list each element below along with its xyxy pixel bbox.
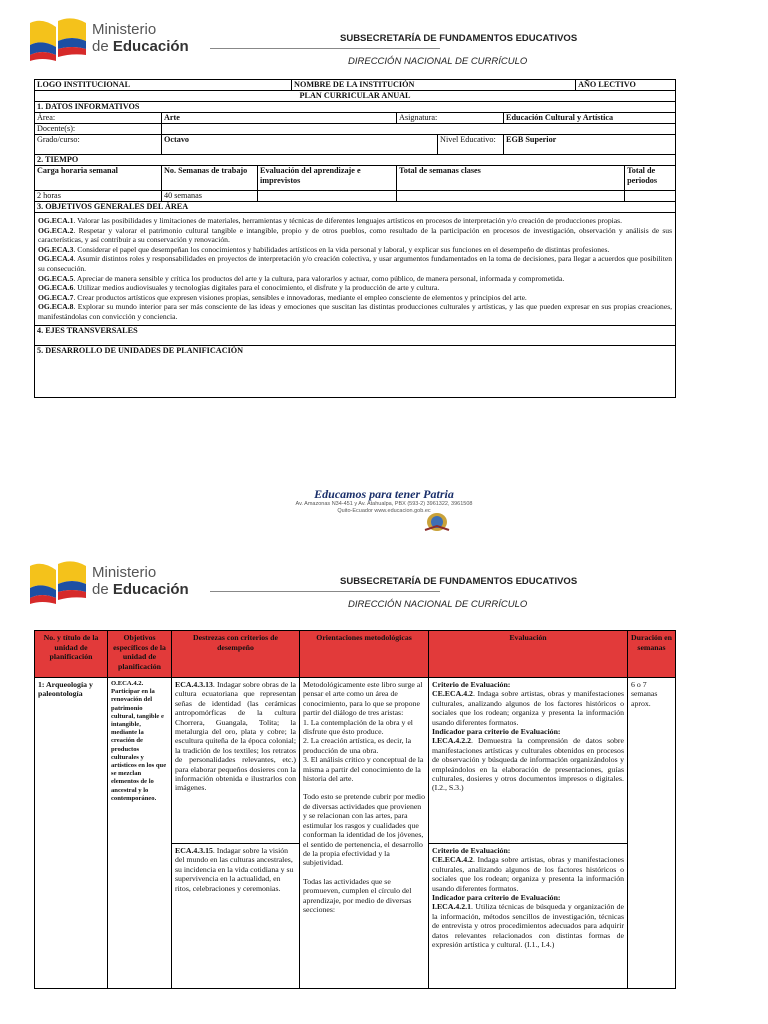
- tiempo-header-semanas: No. Semanas de trabajo: [162, 166, 258, 191]
- destreza-2: ECA.4.3.15. Indagar sobre la visión del mundo en las culturas ancestrales, su incidencia en la vida cotidiana y su supervivencia en la actualidad, en ritos, celebraciones y ceremonias.: [172, 844, 300, 989]
- logo-text-ministerio: Ministerio: [92, 21, 157, 38]
- header-divider: [210, 48, 440, 49]
- tiempo-header-carga: Carga horaria semanal: [35, 166, 162, 191]
- subsecretaria-title: SUBSECRETARÍA DE FUNDAMENTOS EDUCATIVOS: [340, 33, 578, 44]
- tiempo-value-carga: 2 horas: [35, 191, 162, 202]
- grado-value: Octavo: [162, 135, 438, 155]
- grado-label: Grado/curso:: [35, 135, 162, 155]
- objetivo-item: OG.ECA.1. Valorar las posibilidades y limitaciones de materiales, herramientas y técnicas de diferentes lenguajes artísticos en procesos de interpretación y/o creación de producciones propias.: [38, 216, 622, 225]
- ecuador-flag-logo-icon: [28, 560, 88, 606]
- objetivo-item: OG.ECA.3. Considerar el papel que desempeñan los conocimientos y habilidades artísticos en la vida personal y laboral, y explicar sus funciones en el desempeño de distintas profesiones.: [38, 244, 610, 254]
- header-orientaciones: Orientaciones metodológicas: [300, 631, 429, 678]
- objetivo-item: OG.ECA.4. Asumir distintos roles y responsabilidades en proyectos de interpretación y/o creación colectiva, y usar argumentos fundamentados en la toma de decisiones, para llegar a acuerdos que posibiliten su consecución.: [38, 254, 673, 273]
- footer-address: Av. Amazonas N34-451 y Av. Atahualpa, PBX (593-2) 3961322, 3961508 Quito-Ecuador www.educacion.gob.ec: [295, 501, 473, 514]
- area-label: Área:: [35, 113, 162, 124]
- datos-informativos-heading: 1. DATOS INFORMATIVOS: [35, 102, 676, 113]
- objetivo-item: OG.ECA.6. Utilizar medios audiovisuales y tecnologías digitales para el conocimiento, el disfrute y la producción de arte y cultura.: [38, 283, 440, 293]
- objetivos-heading: 3. OBJETIVOS GENERALES DEL ÁREA: [35, 202, 676, 213]
- direccion-title: DIRECCIÓN NACIONAL DE CURRÍCULO: [348, 56, 528, 67]
- tiempo-value-total-periodos: [625, 191, 676, 202]
- tiempo-header-evaluacion: Evaluación del aprendizaje e imprevistos: [258, 166, 397, 191]
- unit-duracion: 6 o 7 semanas aprox.: [628, 678, 676, 989]
- tiempo-value-evaluacion: [258, 191, 397, 202]
- objetivo-item: OG.ECA.7. Crear productos artísticos que expresen visiones propias, sensibles e innovadoras, mediante el empleo consciente de elementos y principios del arte.: [38, 292, 527, 302]
- direccion-title: DIRECCIÓN NACIONAL DE CURRÍCULO: [348, 599, 528, 610]
- plan-title: PLAN CURRICULAR ANUAL: [35, 91, 676, 102]
- tiempo-value-semanas: 40 semanas: [162, 191, 258, 202]
- header-divider: [210, 591, 440, 592]
- ministerio-logo: [28, 560, 198, 606]
- header-destrezas: Destrezas con criterios de desempeño: [172, 631, 300, 678]
- unidades-table: [34, 630, 676, 989]
- unit-objetivo: O.ECA.4.2. Participar en la renovación del patrimonio cultural, tangible e intangible, mediante la creación de productos culturales y artísticos en los que se mezclan elementos de lo ancestral y lo contemporáneo.: [108, 678, 172, 989]
- objetivo-item: OG.ECA.8. Explorar su mundo interior para ser más consciente de las ideas y emociones que suscitan las distintas producciones culturales y artísticas, y las que pueden expresar en sus propias creaciones, manifestándolas con convicción y conciencia.: [38, 302, 673, 321]
- orientaciones-metodologicas: Metodológicamente este libro surge al pensar el arte como un área de conocimiento, para lo que se propone partir del diálogo de tres aristas: 1. La contemplación de la obra y el disfrute que ésto produce. 2. La creación artística, es decir, la producción de una obra. 3. El análisis crítico y conceptual de la misma a partir del conocimiento de la historia del arte. Todo esto se pretende cubrir por medio de diversas actividades que provienen y se relacionan con las artes, para estimular los rasgos y cualidades que conforman la identidad de los jóvenes, el sentido de pertenencia, el desarrollo de la propia efectividad y la subjetividad. Todas las actividades que se promueven, cumplen el círculo del aprendizaje, por medio de diversas secciones:: [300, 678, 429, 989]
- evaluacion-1: Criterio de Evaluación: CE.ECA.4.2. Indaga sobre artistas, obras y manifestaciones culturales, analizando algunos de los factores históricos o sociales que los rodean; organiza y presenta la información usando diferentes formatos. Indicador para criterio de Evaluación: I.ECA.4.2.2. Demuestra la comprensión de datos sobre manifestaciones artísticas y culturales obtenidos en procesos de observación y búsqueda de información organizándolos y empleándolos en la elaboración de presentaciones, guías culturales, dosieres y otros documentos impresos o digitales. (I.2., S.3.): [429, 678, 628, 844]
- plan-curricular-table: [34, 79, 676, 398]
- header-objetivos: Objetivos específicos de la unidad de planificación: [108, 631, 172, 678]
- logo-text-ministerio: Ministerio: [92, 564, 157, 581]
- destreza-1: ECA.4.3.13. Indagar sobre obras de la cultura ecuatoriana que representan señas de identidad (las cerámicas antropomórficas de la cultura Chorrera, Guangala, Tolita; la metalurgia del oro, plata y cobre; la escultura quiteña de la época colonial; la tradición de los textiles; los retratos de personalidades relevantes, etc.) para elaborar pequeños dosieres con la información obtenida e ilustrarlos con imágenes.: [172, 678, 300, 844]
- unit-title: 1: Arqueología y paleontología: [35, 678, 108, 989]
- nivel-label: Nivel Educativo:: [438, 135, 504, 155]
- ministerio-logo: [28, 17, 198, 63]
- desarrollo-heading: 5. DESARROLLO DE UNIDADES DE PLANIFICACIÓN: [35, 345, 676, 397]
- subsecretaria-title: SUBSECRETARÍA DE FUNDAMENTOS EDUCATIVOS: [340, 576, 578, 587]
- tiempo-header-total-periodos: Total de periodos: [625, 166, 676, 191]
- nivel-value: EGB Superior: [504, 135, 676, 155]
- docentes-label: Docente(s):: [35, 124, 162, 135]
- asignatura-label: Asignatura:: [397, 113, 504, 124]
- objetivo-item: OG.ECA.2. Respetar y valorar el patrimonio cultural tangible e intangible, propio y de otros pueblos, como resultado de la participación en procesos de investigación, observación y análisis de sus características, y así contribuir a su conservación y renovación.: [38, 225, 673, 245]
- logo-text-educacion: de Educación: [92, 38, 189, 55]
- nombre-institucion-cell: NOMBRE DE LA INSTITUCIÓN: [292, 80, 576, 91]
- tiempo-heading: 2. TIEMPO: [35, 155, 676, 166]
- coat-of-arms-icon: [423, 510, 451, 534]
- tiempo-value-total-semanas: [397, 191, 625, 202]
- docentes-value: [162, 124, 676, 135]
- header-unidad: No. y título de la unidad de planificación: [35, 631, 108, 678]
- area-value: Arte: [162, 113, 397, 124]
- tiempo-header-total-semanas: Total de semanas clases: [397, 166, 625, 191]
- logo-institucional-cell: LOGO INSTITUCIONAL: [35, 80, 292, 91]
- header-evaluacion: Evaluación: [429, 631, 628, 678]
- anio-lectivo-cell: AÑO LECTIVO: [576, 80, 676, 91]
- footer-slogan: Educamos para tener Patria: [314, 487, 454, 501]
- logo-text-educacion: de Educación: [92, 581, 189, 598]
- asignatura-value: Educación Cultural y Artística: [504, 113, 676, 124]
- ecuador-flag-logo-icon: [28, 17, 88, 63]
- objetivos-list: [35, 213, 676, 326]
- header-duracion: Duración en semanas: [628, 631, 676, 678]
- ejes-transversales-heading: 4. EJES TRANSVERSALES: [35, 325, 676, 345]
- evaluacion-2: Criterio de Evaluación: CE.ECA.4.2. Indaga sobre artistas, obras y manifestaciones culturales, analizando algunos de los factores históricos o sociales que los rodean; organiza y presenta la información usando diferentes formatos. Indicador para criterio de Evaluación: I.ECA.4.2.1. Utiliza técnicas de búsqueda y organización de la información, métodos sencillos de investigación, técnicas de entrevista y otros procedimientos adecuados para adquirir datos relevantes relacionados con distintas formas de expresión artística y cultural. (I.1., I.4.): [429, 844, 628, 989]
- objetivo-item: OG.ECA.5. Apreciar de manera sensible y crítica los productos del arte y la cultura, para valorarlos y actuar, como público, de manera personal, informada y comprometida.: [38, 273, 565, 283]
